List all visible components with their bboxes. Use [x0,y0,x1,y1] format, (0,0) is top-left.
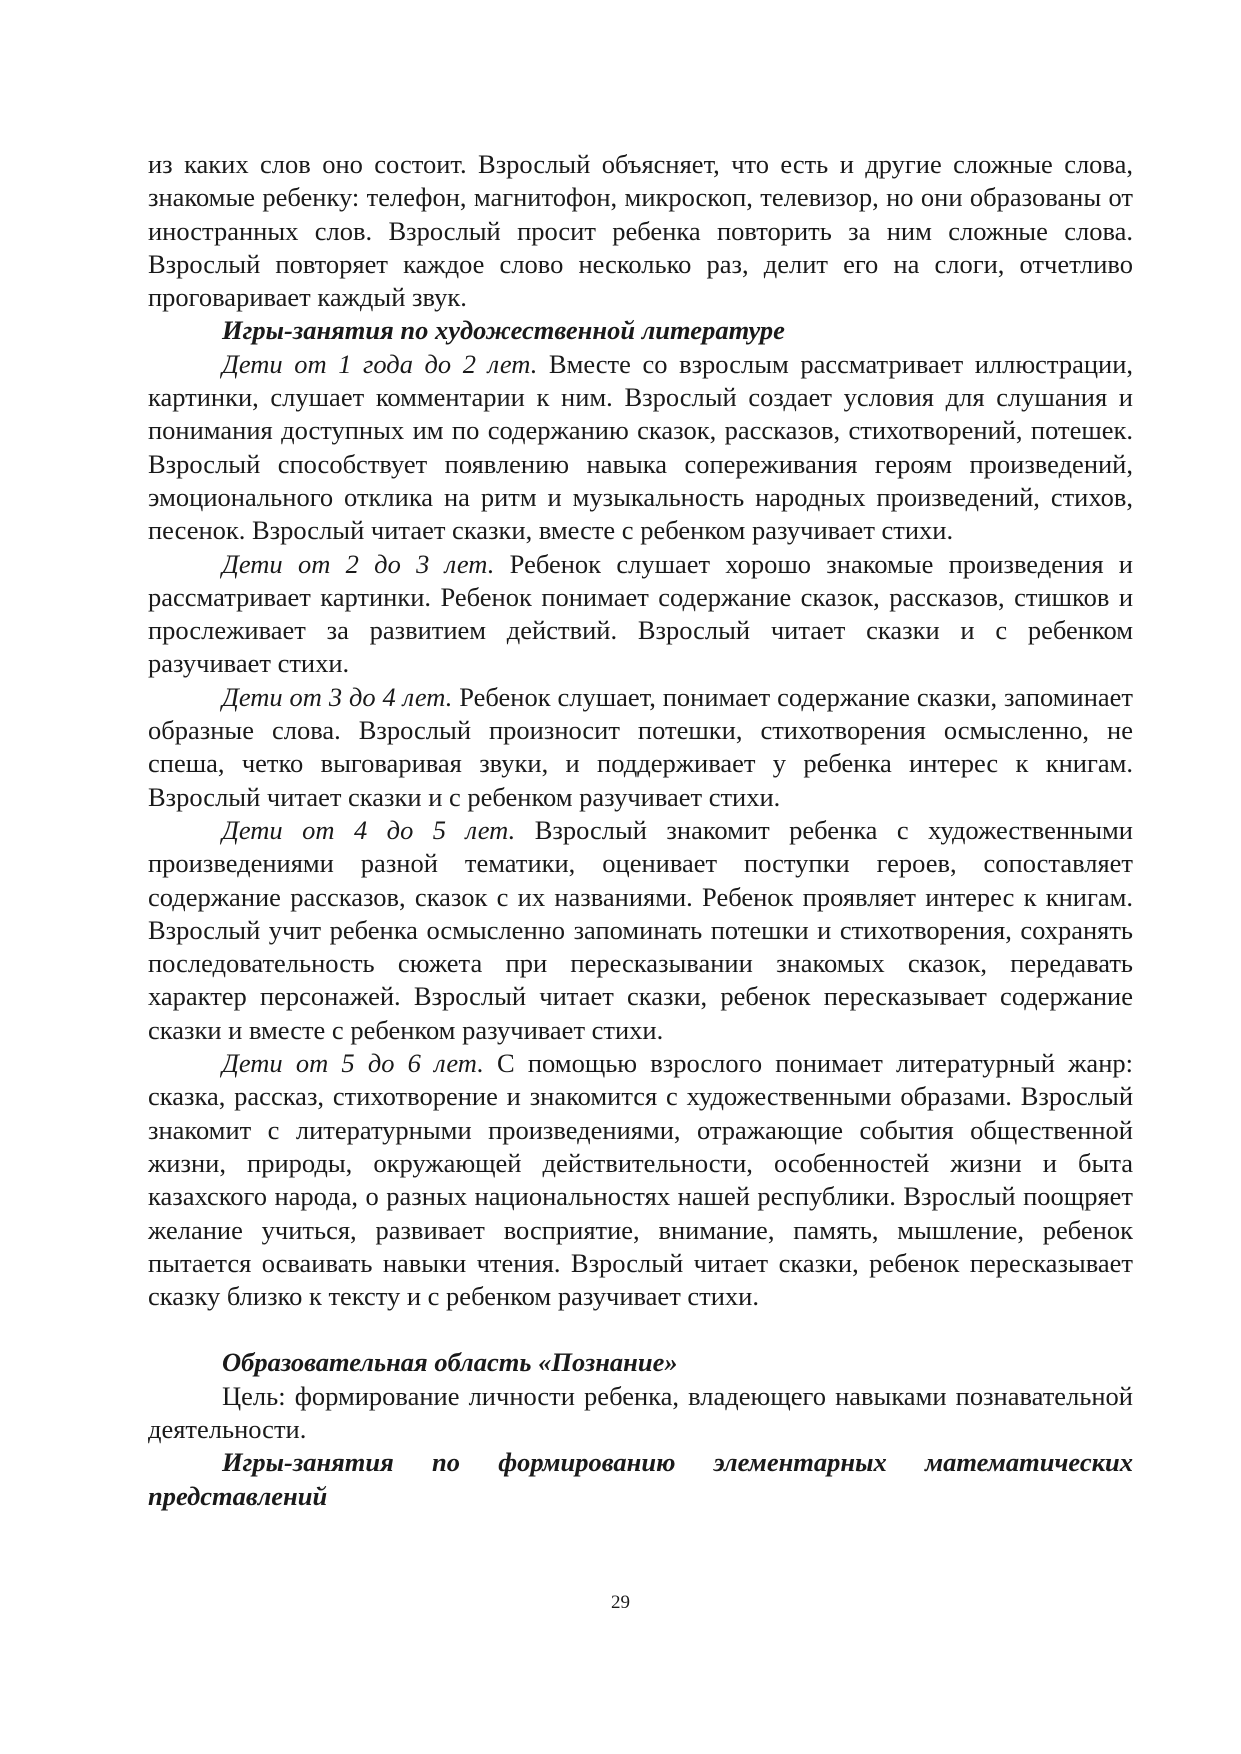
age-label-4-5: Дети от 4 до 5 лет. [222,814,516,845]
paragraph-age-1-2 [148,348,1133,548]
paragraph-intro: из каких слов оно состоит. Взрослый объясняет, что есть и другие сложные слова, знакомые ребенку: телефон, магнитофон, микроскоп, телевизор, но они образованы от иностранных слов. Взрослый просит ребенка повторить за ним сложные слова. Взрослый повторяет каждое слово несколько раз, делит его на слоги, отчетливо проговаривает каждый звук. [148,149,1133,313]
paragraph-age-4-5 [148,814,1133,1047]
age-label-5-6: Дети от 5 до 6 лет. [222,1048,484,1079]
age-label-3-4: Дети от 3 до 4 лет. [222,681,453,712]
paragraph-age-3-4 [148,681,1133,814]
paragraph-goal: Цель: формирование личности ребенка, владеющего навыками познавательной деятельности. [148,1380,1133,1444]
paragraph-age-2-3 [148,548,1133,681]
paragraph-text-4-5: Взрослый знакомит ребенка с художественными произведениями разной тематики, оценивает поступки героев, сопоставляет содержание рассказов, сказок с их названиями. Ребенок проявляет интерес к книгам. Взрослый учит ребенка осмысленно запоминать потешки и стихотворения, сохранять последовательность сюжета при пересказывании знакомых сказок, передавать характер персонажей. Взрослый читает сказки, ребенок пересказывает содержание сказки и вместе с ребенком разучивает стихи. [148,814,1133,1045]
paragraph-text-3-4: Ребенок слушает, понимает содержание сказки, запоминает образные слова. Взрослый произносит потешки, стихотворения осмысленно, не спеша, четко выговаривая звуки, и поддерживает у ребенка интерес к книгам. Взрослый читает сказки и с ребенком разучивает стихи. [148,681,1133,812]
age-label-1-2: Дети от 1 года до 2 лет. [222,348,538,379]
section-heading-literature: Игры-занятия по художественной литературе [222,315,785,346]
blank-line [148,1313,1133,1346]
section-heading-cognition: Образовательная область «Познание» [222,1347,678,1378]
document-page [148,148,1133,1513]
paragraph-age-5-6 [148,1047,1133,1313]
section-heading-math: Игры-занятия по формированию элементарных математических представлений [148,1447,1133,1511]
paragraph-text-2-3: Ребенок слушает хорошо знакомые произведения и рассматривает картинки. Ребенок понимает содержание сказок, рассказов, стишков и прослеживает за развитием действий. Взрослый читает сказки и с ребенком разучивает стихи. [148,548,1133,679]
paragraph-text-5-6: С помощью взрослого понимает литературный жанр: сказка, рассказ, стихотворение и знакомится с художественными образами. Взрослый знакомит с литературными произведениями, отражающие события общественной жизни, природы, окружающей действительности, особенностей жизни и быта казахского народа, о разных национальностях нашей республики. Взрослый поощряет желание учиться, развивает восприятие, внимание, память, мышление, ребенок пытается осваивать навыки чтения. Взрослый читает сказки, ребенок пересказывает сказку близко к тексту и с ребенком разучивает стихи. [148,1048,1133,1312]
age-label-2-3: Дети от 2 до 3 лет. [222,548,495,579]
paragraph-text-1-2: Вместе со взрослым рассматривает иллюстрации, картинки, слушает комментарии к ним. Взрослый создает условия для слушания и понимания доступных им по содержанию сказок, рассказов, стихотворений, потешек. Взрослый способствует появлению навыка сопереживания героям произведений, эмоционального отклика на ритм и музыкальность народных произведений, стихов, песенок. Взрослый читает сказки, вместе с ребенком разучивает стихи. [148,348,1134,546]
page-number: 29 [611,1592,630,1613]
